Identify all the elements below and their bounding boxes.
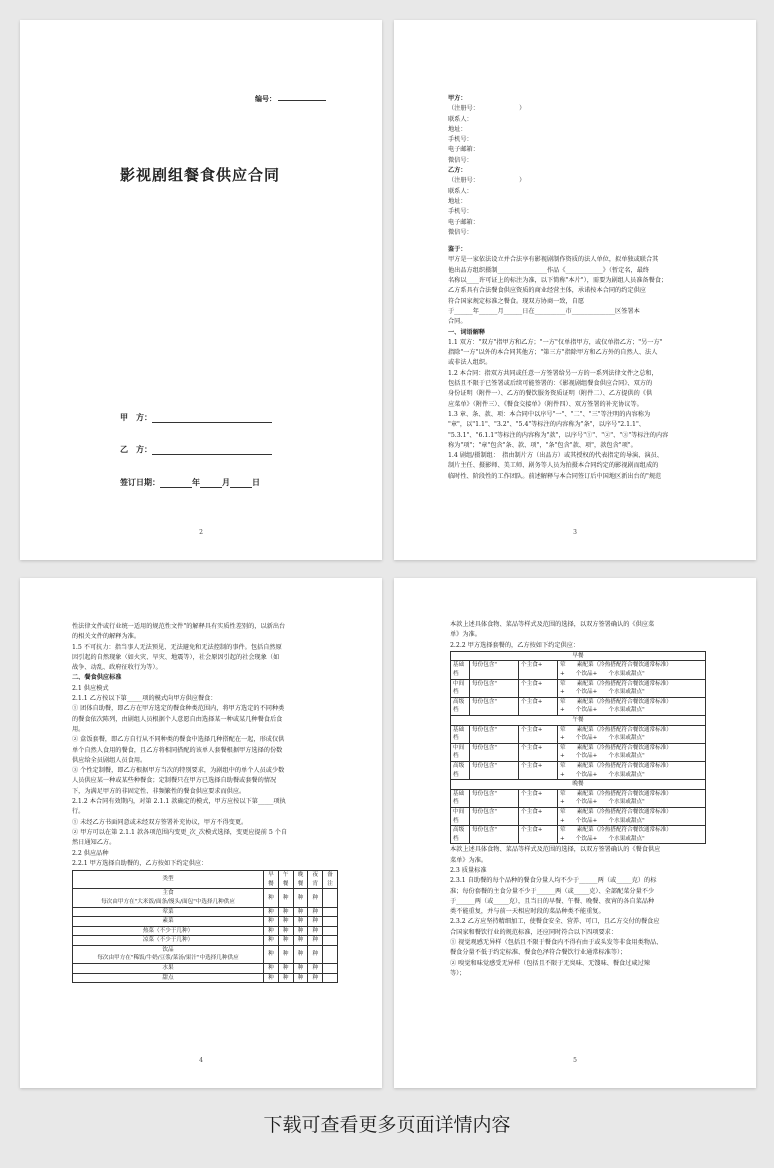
- text-line: 2.3.1 自助餐的每个品种的餐食分量人均不少于______两（或_____克）的标: [450, 877, 657, 885]
- standards-body: [72, 622, 338, 983]
- type-cell: [73, 936, 264, 946]
- text-line: 于______两（或_____克），且当日的早餐、午餐、晚餐、夜宵的各自菜品种: [450, 897, 655, 905]
- contract-title: 影视剧组餐食供应合同: [120, 166, 281, 184]
- dishes-cell: [558, 826, 706, 844]
- text-line: 1.4 剧组/摄制组： 指由制片方（出品方）或其授权的代表指定的导演、演员、: [448, 452, 663, 460]
- text-line: 乙方：: [448, 167, 467, 175]
- table-row: [73, 917, 338, 927]
- drinks-text: + 个饮品+ 个水果或甜点": [560, 817, 645, 824]
- text-line: 或非法人组织。: [448, 359, 492, 367]
- text-line: 制片主任、摄影师、美工师、剧务等人员为拍摄本合同约定的影视剧而组成的: [448, 462, 659, 470]
- value-cell: 种: [293, 936, 308, 946]
- type-cell: [73, 889, 264, 907]
- table-row: [73, 973, 338, 983]
- text-line: 鉴于：: [448, 246, 467, 254]
- page-number: 3: [573, 529, 577, 536]
- level-cell: 高级档: [451, 762, 470, 780]
- column-header: 类型: [73, 871, 264, 889]
- drinks-text: + 个饮品+ 个水果或甜点": [560, 707, 645, 714]
- text-line: 餐食分量不低于约定标准、餐食色泽符合餐饮行业通常标准等）；: [450, 949, 627, 957]
- value-cell: [323, 936, 338, 946]
- download-more-text[interactable]: 下载可查看更多页面详情内容: [263, 1114, 511, 1136]
- level-cell: 基础档: [451, 661, 470, 679]
- portion-cell: 每份包含": [470, 807, 519, 825]
- value-cell: 种: [264, 945, 279, 963]
- value-cell: 种: [264, 973, 279, 983]
- type-cell: [73, 973, 264, 983]
- level-cell: 高级档: [451, 826, 470, 844]
- value-cell: 种: [293, 917, 308, 927]
- staple-cell: 个主食+: [519, 807, 558, 825]
- text-line: 微信号：: [448, 156, 473, 164]
- text-line: 2.3 质量标准: [450, 866, 487, 874]
- set-meal-table: [450, 651, 706, 844]
- text-line: 手机号：: [448, 136, 473, 144]
- value-cell: 种: [278, 964, 293, 974]
- staple-cell: 个主食+: [519, 697, 558, 715]
- type-note: 每次由甲方在"稀饭/牛奶/豆浆/菜汤/果汁"中选择几种供应: [97, 955, 239, 962]
- value-cell: 种: [308, 889, 323, 907]
- buffet-table: [72, 870, 338, 983]
- set-meal-row: [451, 762, 706, 780]
- text-line: 1.2 本合同：指双方共同或任意一方签署给另一方的一系列法律文件之总和，: [448, 369, 658, 377]
- page-number: 2: [199, 529, 203, 536]
- page-number: 4: [199, 1057, 203, 1064]
- table-row: [73, 926, 338, 936]
- year-label: 年: [192, 477, 200, 487]
- meal-section-name: 早餐: [451, 651, 706, 661]
- text-line: 战争、动乱、政府征收行为等）。: [72, 664, 162, 672]
- table-header-row: [73, 871, 338, 889]
- text-line: ① 视觉观感无异样（包括且不限于餐食内不得有由于或头发等非食用类物品、: [450, 939, 663, 947]
- value-cell: 种: [264, 936, 279, 946]
- value-cell: 种: [308, 945, 323, 963]
- text-line: 性法律文件或行业统一适用的规范性文件"的解释具有实质性差别的，以新出台: [72, 623, 286, 630]
- text-line: ① 未经乙方书面同意或未经双方签署补充协议，甲方不得变更。: [72, 818, 248, 826]
- text-line: 称为"项"；"章"包含"条、款、项"，"条"包含"款、项"，款包含"项"。: [448, 441, 637, 449]
- type-cell: [73, 945, 264, 963]
- set-meal-page: [394, 578, 756, 1088]
- value-cell: 种: [278, 973, 293, 983]
- type-cell: [73, 917, 264, 927]
- value-cell: 种: [264, 889, 279, 907]
- text-line: 人员供应某一种或某些种餐食；定制餐只在甲方已选择自助餐或套餐的情况: [72, 777, 277, 785]
- parties-page: [394, 20, 756, 560]
- day-label: 日: [252, 477, 260, 487]
- text-line: 2.1 供应模式: [72, 684, 109, 692]
- value-cell: 种: [264, 964, 279, 974]
- text-line: 行。: [72, 808, 85, 816]
- value-cell: 种: [293, 973, 308, 983]
- value-cell: 种: [264, 926, 279, 936]
- table-row: [73, 945, 338, 963]
- table-row: [73, 889, 338, 907]
- text-line: 1.5 不可抗力：指当事人无法预见、无法避免和无法控制的事件。包括自然原: [72, 643, 282, 651]
- value-cell: [323, 945, 338, 963]
- type-name: 主食: [162, 890, 174, 897]
- staple-cell: 个主食+: [519, 725, 558, 743]
- text-line: 2.3.2 乙方应坚持精细加工，使餐食安全、营养、可口，且乙方交付的餐食应: [450, 918, 660, 926]
- contract-number-label: 编号：: [255, 94, 276, 103]
- text-line: 电子邮箱：: [448, 146, 479, 154]
- text-line: 甲方是一家依法设立并合法享有影视剧制作资质的法人单位，拟单独或联合其: [448, 256, 659, 264]
- portion-cell: 每份包含": [470, 789, 519, 807]
- text-line: 包括且不限于已签署或后续可能签署的：《影视剧组餐食供应合同》、双方的: [448, 380, 653, 388]
- text-line: 1.3 章、条、款、项：本合同中以序号"一"、"二"、"三"等注明的内容称为: [448, 410, 651, 418]
- value-cell: 种: [278, 907, 293, 917]
- text-line: 菜单》为准。: [450, 856, 488, 864]
- text-line: 然日通知乙方。: [72, 839, 116, 847]
- text-line: ② 盒饭套餐，即乙方自行从不同种类的餐食中选择几种搭配在一起，形成仅供: [72, 736, 285, 744]
- party-b-signature: [120, 444, 272, 455]
- value-cell: [323, 917, 338, 927]
- level-cell: 基础档: [451, 725, 470, 743]
- standards-page: [20, 578, 382, 1088]
- cover-page: [20, 20, 382, 560]
- text-line: [448, 238, 710, 245]
- text-line: 联系人：: [448, 187, 473, 195]
- type-name: 甜点: [162, 974, 174, 981]
- value-cell: 种: [264, 917, 279, 927]
- value-cell: [323, 889, 338, 907]
- dishes-cell: [558, 679, 706, 697]
- type-note: 每次由甲方在"大米饭/面条/馒头/面包"中选择几种供应: [101, 898, 235, 905]
- value-cell: 种: [293, 907, 308, 917]
- level-cell: 中间档: [451, 679, 470, 697]
- value-cell: 种: [264, 907, 279, 917]
- text-line: 地址：: [448, 197, 467, 205]
- portion-cell: 每份包含": [470, 743, 519, 761]
- set-meal-table-body: [451, 651, 706, 843]
- dishes-cell: [558, 789, 706, 807]
- column-header: 午餐: [278, 871, 293, 889]
- column-header: 夜宵: [308, 871, 323, 889]
- text-line: 地址：: [448, 125, 467, 133]
- set-meal-row: [451, 697, 706, 715]
- text-line: 临时性、阶段性的工作团队。前述解释与本合同签订后中国地区新出台的"规范: [448, 472, 662, 480]
- column-header: 晚餐: [293, 871, 308, 889]
- text-line: 供应给全员剧组人员食用。: [72, 756, 147, 764]
- type-name: 凉菜（不少于几种）: [142, 937, 194, 944]
- drinks-text: + 个饮品+ 个水果或甜点": [560, 835, 645, 842]
- set-meal-row: [451, 725, 706, 743]
- contract-number: [255, 94, 326, 104]
- meal-section-row: [451, 780, 706, 790]
- meal-section-name: 午餐: [451, 716, 706, 726]
- text-line: 名称以____许可证上的标注为准，以下简称"本片"），需要为剧组人员准备餐食；: [448, 277, 668, 285]
- drinks-text: + 个饮品+ 个水果或甜点": [560, 753, 645, 760]
- meal-section-row: [451, 716, 706, 726]
- text-line: 于______年______月______日在__________市______________区签署本: [448, 307, 640, 315]
- text-line: 2.2.2 甲方选择套餐的，乙方按如下约定供应：: [450, 641, 580, 649]
- value-cell: 种: [293, 926, 308, 936]
- dishes-text: 荤 素配菜（冷热搭配符合餐饮通常标准）: [560, 726, 672, 733]
- set-meal-row: [451, 679, 706, 697]
- dishes-cell: [558, 725, 706, 743]
- column-header: 备注: [323, 871, 338, 889]
- text-line: 2.2 供应品种: [72, 849, 109, 857]
- value-cell: 种: [278, 926, 293, 936]
- text-line: 准；每份套餐的主食分量不少于______两（或_____克）、全部配菜分量不少: [450, 887, 655, 895]
- month-label: 月: [222, 477, 230, 487]
- text-line: 本款上述具体食物、菜品等样式及范围的选择，以双方签署确认的《供应菜: [450, 621, 655, 628]
- table-row: [73, 936, 338, 946]
- value-cell: 种: [278, 889, 293, 907]
- staple-cell: 个主食+: [519, 826, 558, 844]
- text-line: （注册号： ）: [448, 177, 526, 185]
- text-line: ① 团体自助餐，即乙方在甲方选定的餐食种类范围内，将甲方选定的不同种类: [72, 705, 285, 713]
- value-cell: 种: [293, 964, 308, 974]
- sign-date-label: 签订日期：: [120, 477, 160, 487]
- table-body: [73, 889, 338, 983]
- text-line: 本款上述具体食物、菜品等样式及范围的选择，以双方签署确认的《餐食供应: [450, 846, 661, 854]
- party-a-label: 甲 方：: [120, 412, 152, 422]
- dishes-text: 荤 素配菜（冷热搭配符合餐饮通常标准）: [560, 662, 672, 669]
- dishes-text: 荤 素配菜（冷热搭配符合餐饮通常标准）: [560, 744, 672, 751]
- type-name: 热菜（不少于几种）: [142, 927, 194, 934]
- text-line: 符合国家规定标准之餐食。现双方协商一致，自愿: [448, 297, 585, 305]
- text-line: 的相关文件的解释为准。: [72, 633, 141, 641]
- set-meal-row: [451, 743, 706, 761]
- portion-cell: 每份包含": [470, 661, 519, 679]
- sign-date: [120, 477, 260, 488]
- dishes-cell: [558, 697, 706, 715]
- portion-cell: 每份包含": [470, 697, 519, 715]
- set-meal-row: [451, 789, 706, 807]
- level-cell: 中间档: [451, 743, 470, 761]
- table-row: [73, 964, 338, 974]
- set-meal-row: [451, 661, 706, 679]
- party-a-signature: [120, 412, 272, 423]
- portion-cell: 每份包含": [470, 679, 519, 697]
- text-line: 2.1.1 乙方按以下第_____项的模式向甲方供应餐食：: [72, 695, 217, 703]
- value-cell: 种: [308, 917, 323, 927]
- type-name: 饮品: [162, 946, 174, 953]
- dishes-text: 荤 素配菜（冷热搭配符合餐饮通常标准）: [560, 790, 672, 797]
- dishes-cell: [558, 661, 706, 679]
- staple-cell: 个主食+: [519, 661, 558, 679]
- text-line: 等）；: [450, 969, 466, 977]
- text-line: 合同。: [448, 318, 467, 326]
- type-cell: [73, 926, 264, 936]
- type-name: 水果: [162, 965, 174, 972]
- value-cell: [323, 973, 338, 983]
- meal-section-row: [451, 651, 706, 661]
- value-cell: 种: [293, 889, 308, 907]
- drinks-text: + 个饮品+ 个水果或甜点": [560, 799, 645, 806]
- party-b-label: 乙 方：: [120, 444, 152, 454]
- text-line: 电子邮箱：: [448, 218, 479, 226]
- text-line: 类不能重复，并与前一天相应时段的菜品种类不能重复。: [450, 908, 605, 916]
- dishes-text: 荤 素配菜（冷热搭配符合餐饮通常标准）: [560, 698, 672, 705]
- dishes-text: 荤 素配菜（冷热搭配符合餐饮通常标准）: [560, 763, 672, 770]
- type-cell: [73, 907, 264, 917]
- type-name: 荤菜: [162, 908, 174, 915]
- text-line: 2.1.2 本合同有效期内，对第 2.1.1 款确定的模式，甲方应按以下第_____项执: [72, 798, 286, 806]
- value-cell: 种: [308, 936, 323, 946]
- contract-number-blank: [278, 100, 326, 101]
- type-cell: [73, 964, 264, 974]
- month-blank: [200, 487, 222, 488]
- value-cell: [323, 964, 338, 974]
- text-line: 因引起的自然现象（如火灾、旱灾、地震等），社会原因引起的社会现象（如: [72, 653, 280, 661]
- level-cell: 中间档: [451, 807, 470, 825]
- text-line: 合国家和餐饮行业的规范标准，还应同时符合以下四项要求：: [450, 928, 618, 936]
- drinks-text: + 个饮品+ 个水果或甜点": [560, 689, 645, 696]
- text-line: 应菜单》（附件三）、《餐食交接单》（附件四）、双方签署的补充协议等。: [448, 400, 643, 408]
- value-cell: 种: [308, 907, 323, 917]
- value-cell: 种: [293, 945, 308, 963]
- text-line: 的餐食依次陈列，由剧组人员根据个人意愿自由选择某一种或某几种餐食后食: [72, 715, 283, 723]
- value-cell: 种: [278, 917, 293, 927]
- text-line: ② 嗅觉和味觉感受无异样（包括且不限于无臭味、无馊味、餐食过咸过辣: [450, 959, 650, 967]
- staple-cell: 个主食+: [519, 762, 558, 780]
- text-line: 联系人：: [448, 115, 473, 123]
- staple-cell: 个主食+: [519, 789, 558, 807]
- set-meal-row: [451, 807, 706, 825]
- drinks-text: + 个饮品+ 个水果或甜点": [560, 735, 645, 742]
- value-cell: 种: [308, 964, 323, 974]
- dishes-cell: [558, 743, 706, 761]
- text-line: 下，为满足甲方的非固定性、非频繁性的餐食供应要求而供应。: [72, 787, 246, 795]
- dishes-cell: [558, 807, 706, 825]
- type-name: 素菜: [162, 918, 174, 925]
- text-line: 单个自然人食用的餐食，且乙方将相同搭配的该单人套餐根据甲方选择的份数: [72, 746, 283, 754]
- text-line: 微信号：: [448, 228, 473, 236]
- portion-cell: 每份包含": [470, 826, 519, 844]
- staple-cell: 个主食+: [519, 679, 558, 697]
- text-line: 用。: [72, 725, 85, 733]
- portion-cell: 每份包含": [470, 762, 519, 780]
- text-line: 乙方系具有合法餐食供应资质的商业经营主体，承诺按本合同的约定供应: [448, 287, 646, 295]
- text-line: 一、词语解释: [448, 328, 486, 336]
- text-line: 单》为准。: [450, 631, 481, 639]
- parties-text: [448, 94, 710, 482]
- text-line: 他出品方组织摄制________________作品《____________》（暂定名，最终: [448, 266, 650, 274]
- column-header: 早餐: [264, 871, 279, 889]
- set-meal-intro: [450, 620, 706, 651]
- standards-text: [72, 622, 338, 869]
- text-line: 甲方：: [448, 95, 467, 102]
- portion-cell: 每份包含": [470, 725, 519, 743]
- dishes-text: 荤 素配菜（冷热搭配符合餐饮通常标准）: [560, 680, 672, 687]
- text-line: ③ 个性定制餐，即乙方根据甲方当次的特别要求，为剧组中的单个人员或少数: [72, 767, 285, 775]
- staple-cell: 个主食+: [519, 743, 558, 761]
- text-line: ② 甲方可以在第 2.1.1 款各项范围内变更_次_次模式选择，变更应提前 5 个自: [72, 828, 288, 836]
- text-line: 身份证明（附件一）、乙方的餐饮服务资质证明（附件二）、乙方提供的《供: [448, 390, 653, 398]
- party-a-line: [152, 422, 272, 423]
- set-meal-row: [451, 826, 706, 844]
- level-cell: 高级档: [451, 697, 470, 715]
- value-cell: 种: [278, 945, 293, 963]
- day-blank: [230, 487, 252, 488]
- dishes-text: 荤 素配菜（冷热搭配符合餐饮通常标准）: [560, 827, 672, 834]
- quality-text: [450, 845, 706, 979]
- meal-section-name: 晚餐: [451, 780, 706, 790]
- level-cell: 基础档: [451, 789, 470, 807]
- drinks-text: + 个饮品+ 个水果或甜点": [560, 771, 645, 778]
- text-line: "章"，以"1.1"、"3.2"、"5.4"等标注的内容称为"条"，以序号"2.1.1"、: [448, 421, 645, 429]
- text-line: 1.1 双方："双方"指甲方和乙方；"一方"仅单指甲方，或仅单指乙方；"另一方": [448, 338, 663, 346]
- party-b-line: [152, 454, 272, 455]
- table-row: [73, 907, 338, 917]
- text-line: （注册号： ）: [448, 105, 526, 113]
- value-cell: 种: [308, 973, 323, 983]
- text-line: 指除"一方"以外的本合同其他方；"第三方"指除甲方和乙方外的自然人、法人: [448, 349, 658, 357]
- dishes-text: 荤 素配菜（冷热搭配符合餐饮通常标准）: [560, 808, 672, 815]
- value-cell: 种: [308, 926, 323, 936]
- text-line: 二、餐食供应标准: [72, 674, 122, 682]
- set-meal-body: [450, 620, 706, 979]
- year-blank: [160, 487, 192, 488]
- text-line: 手机号：: [448, 208, 473, 216]
- dishes-cell: [558, 762, 706, 780]
- text-line: 2.2.1 甲方选择自助餐的，乙方按如下约定供应：: [72, 859, 208, 867]
- drinks-text: + 个饮品+ 个水果或甜点": [560, 671, 645, 678]
- value-cell: [323, 926, 338, 936]
- value-cell: [323, 907, 338, 917]
- value-cell: 种: [278, 936, 293, 946]
- text-line: "5.3.1"、"6.1.1"等标注的内容称为"款"，以序号"①"、"②"、"③"等标注的内容: [448, 431, 669, 439]
- page-number: 5: [573, 1057, 577, 1064]
